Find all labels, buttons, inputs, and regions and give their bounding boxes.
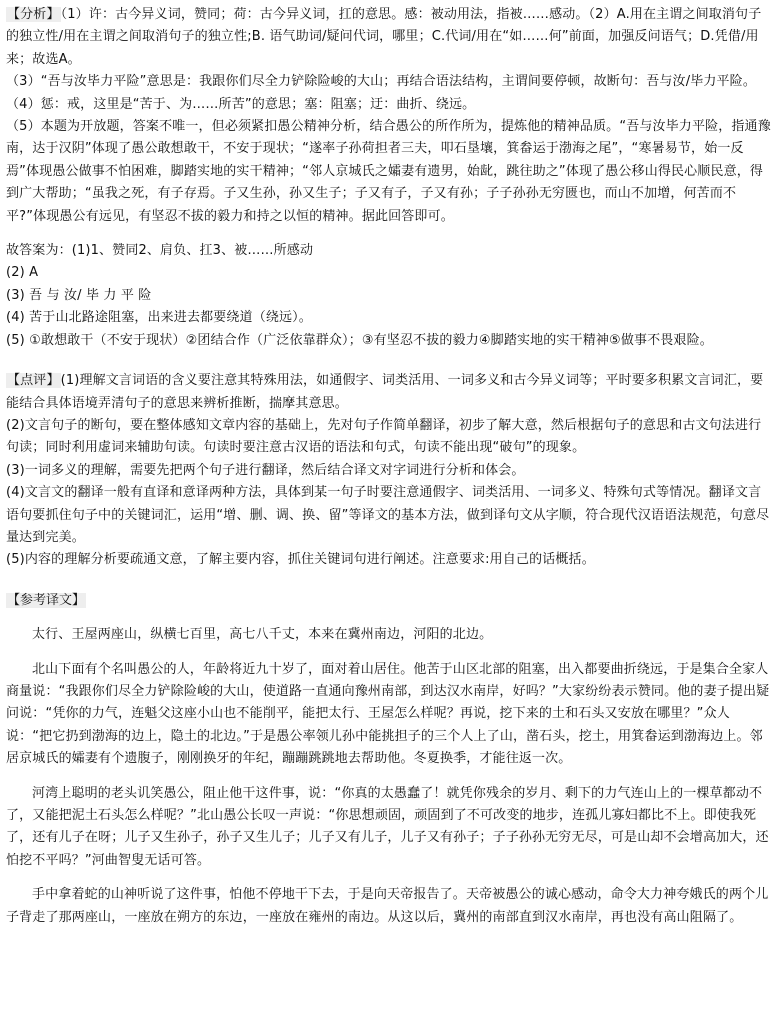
analysis-paragraph-1 <box>6 4 774 71</box>
analysis-paragraph-3: （3）“吾与汝毕力平险”意思是：我跟你们尽全力铲除险峻的大山；再结合语法结构，主谓间要停顿，故断句：吾与汝/毕力平险。 <box>6 74 756 90</box>
comment-tag: 【点评】 <box>7 373 60 389</box>
translation-paragraph-3: 河湾上聪明的老头讥笑愚公，阻止他干这件事，说：“你真的太愚蠢了！就凭你残余的岁月、剩下的力气连山上的一棵草都动不了，又能把泥土石头怎么样呢？”北山愚公长叹一声说：“你思想顽固，顽固到了不可改变的地步，连孤儿寡妇都比不上。即使我死了，还有儿子在呀；儿子又生孙子，孙子又生儿子；儿子又有儿子，儿子又有孙子；子子孙孙无穷无尽，可是山却不会增高加大，还怕挖不平吗？”河曲智叟无话可答。 <box>6 785 769 868</box>
analysis-paragraph-5: （5）本题为开放题，答案不唯一，但必须紧扣愚公精神分析，结合愚公的所作所为，提炼他的精神品质。“吾与汝毕力平险，指通豫南，达于汉阴”体现了愚公敢想敢干，不安于现状；“遂率子孙荷担者三夫，叩石垦壤，箕畚运于渤海之尾”，“寒暑易节，始一反焉”体现愚公做事不怕困难，脚踏实地的实干精神；“邻人京城氏之孀妻有遗男，始龀，跳往助之”体现了愚公移山得民心顺民意，得到广大帮助；“虽我之死，有子存焉。子又生孙，孙又生子；子又有子，子又有孙；子子孙孙无穷匮也，而山不加增，何苦而不平?”体现愚公有远见，有坚忍不拔的毅力和持之以恒的精神。据此回答即可。 <box>6 119 771 224</box>
translation-tag: 【参考译文】 <box>7 592 86 608</box>
translation-paragraph-4: 手中拿着蛇的山神听说了这件事，怕他不停地干下去，于是向天帝报告了。天帝被愚公的诚心感动，命令大力神夸娥氏的两个儿子背走了那两座山，一座放在朔方的东边，一座放在雍州的南边。从这以后，冀州的南部直到汉水南岸，再也没有高山阻隔了。 <box>6 887 769 925</box>
translation-paragraph-2: 北山下面有个名叫愚公的人，年龄将近九十岁了，面对着山居住。他苦于山区北部的阻塞，出入都要曲折绕远，于是集合全家人商量说：“我跟你们尽全力铲除险峻的大山，使道路一直通向豫州南部，到达汉水南岸，好吗？”大家纷纷表示赞同。他的妻子提出疑问说：“凭你的力气，连魁父这座小山也不能削平，能把太行、王屋怎么样呢？再说，挖下来的土和石头又安放在哪里？”众人说：“把它扔到渤海的边上，隐土的北边。”于是愚公率领儿孙中能挑担子的三个人上了山，凿石头，挖土，用箕畚运到渤海边上。邻居京城氏的孀妻有个遗腹子，刚刚换牙的年纪，蹦蹦跳跳地去帮助他。冬夏换季，才能往返一次。 <box>6 661 770 767</box>
answer-section <box>6 240 774 352</box>
analysis-section <box>6 4 774 228</box>
translation-paragraph-1: 太行、王屋两座山，纵横七百里，高七八千丈，本来在冀州南边，河阳的北边。 <box>32 627 493 643</box>
comment-paragraph-4: (4)文言文的翻译一般有直译和意译两种方法，具体到某一句子时要注意通假字、词类活用、一词多义、特殊句式等情况。翻译文言语句要抓住句子中的关键词汇，运用“增、删、调、换、留”等译文的基本方法，做到译句文从字顺，符合现代汉语语法规范，句意尽量达到完美。 <box>6 485 770 545</box>
answer-line: (3) 吾 与 汝/ 毕 力 平 险 <box>6 287 152 303</box>
comment-text: (1)理解文言词语的含义要注意其特殊用法，如通假字、词类活用、一词多义和古今异义词等；平时要多积累文言词汇，要能结合具体语境弄清句子的意思来辨析推断，揣摩其意思。 <box>6 373 764 411</box>
answer-line: (2) A <box>6 265 39 281</box>
answer-line: (4) 苦于山北路途阻塞，出来进去都要绕道（绕远）。 <box>6 310 312 326</box>
answer-line: 故答案为：(1)1、赞同2、肩负、扛3、被……所感动 <box>6 243 314 259</box>
translation-section <box>6 590 774 929</box>
analysis-tag: 【分析】 <box>7 7 60 22</box>
comment-paragraph-3: (3)一词多义的理解，需要先把两个句子进行翻译，然后结合译文对字词进行分析和体会。 <box>6 462 525 478</box>
comment-section <box>6 370 774 572</box>
comment-paragraph-2: (2)文言句子的断句，要在整体感知文章内容的基础上，先对句子作简单翻译，初步了解大意，然后根据句子的意思和古文句法进行句读；同时利用虚词来辅助句读。句读时要注意古汉语的语法和句式，句读不能出现“破句”的现象。 <box>6 417 762 456</box>
comment-paragraph-5: (5)内容的理解分析要疏通文意，了解主要内容，抓住关键词句进行阐述。注意要求:用自己的话概括。 <box>6 552 595 568</box>
translation-heading <box>6 590 774 612</box>
analysis-text: （1）许：古今异义词，赞同；荷：古今异义词，扛的意思。感：被动用法，指被……感动。（2）A.用在主谓之间取消句子的独立性/用在主谓之间取消句子的独立性;B. 语气助词/疑问代词，哪里；C.代词/用在“如……何”前面，加强反问语气；D.凭借/用来；故选A。 <box>6 7 762 67</box>
analysis-paragraph-4: （4）惩：戒，这里是“苦于、为……所苦”的意思；塞：阻塞；迂：曲折、绕远。 <box>6 96 476 112</box>
answer-line: (5) ①敢想敢干（不安于现状）②团结合作（广泛依靠群众）；③有坚忍不拔的毅力④脚踏实地的实干精神⑤做事不畏艰险。 <box>6 332 713 348</box>
comment-paragraph-1 <box>6 370 774 415</box>
